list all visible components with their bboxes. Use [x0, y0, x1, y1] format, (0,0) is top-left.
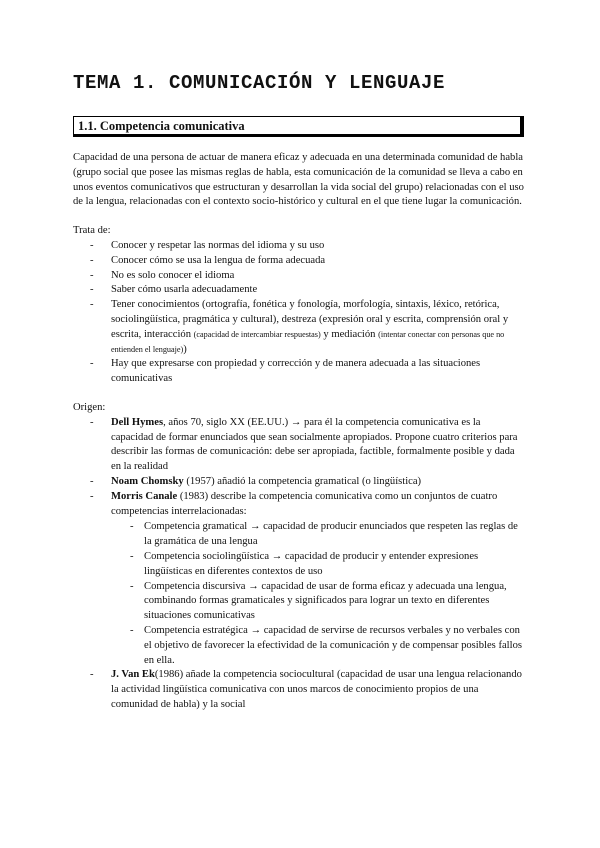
section-heading-box: [73, 116, 524, 137]
document-body: [73, 151, 525, 713]
page-title: TEMA 1. COMUNICACIÓN Y LENGUAJE: [73, 72, 446, 94]
intro-paragraph: Capacidad de una persona de actuar de manera eficaz y adecuada en una determinada comunidad de habla (grupo social que posee las mismas reglas de habla, esta comunicación de la comunidad se lleva a cabo en unos eventos comunicativos que estructuran y desarrollan la vida social del grupo) relacionadas con el uso de la lengua, relacionadas con el contexto socio-histórico y cultural en el que tiene lugar la comunicación.: [73, 152, 524, 208]
sub-list-item: - Competencia estratégica → capacidad de servirse de recursos verbales y no verbales con el objetivo de favorecer la efectividad de la comunicación y de compensar posibles fallos en ella.: [73, 624, 525, 668]
list-item: [73, 298, 525, 357]
list-item: - Hay que expresarse con propiedad y corrección y de manera adecuada a las situaciones comunicativas: [73, 357, 525, 387]
competencias-list: [73, 520, 525, 668]
author-name: Morris Canale: [111, 490, 178, 502]
author-name: Dell Hymes: [111, 416, 164, 428]
author-name: J. Van Ek: [111, 669, 155, 681]
list-item: - Conocer y respetar las normas del idioma y su uso: [73, 239, 525, 254]
sub-list-item: - Competencia sociolingüística → capacidad de producir y entender expresiones lingüísticas en diferentes contextos de uso: [73, 550, 525, 580]
trata-heading: Trata de:: [73, 225, 111, 237]
item5-main: Tener conocimientos (ortografía, fonética y fonología, morfología, sintaxis, léxico, retórica, sociolingüística, pragmática y cultural), destreza (expresión oral y escrita, comprensión oral y escrita, interacción: [111, 299, 509, 340]
author-text: (1986) añade la competencia sociocultural (capacidad de usar una lengua relacionando la actividad lingüística comunicativa con unos marcos de conocimiento propios de una comunidad de habla) y la social: [111, 669, 522, 710]
list-item-canale: [73, 490, 525, 520]
item5-end: ): [183, 343, 187, 355]
section-heading: 1.1. Competencia comunicativa: [78, 119, 245, 133]
list-item-hymes: [73, 416, 525, 475]
list-item-vanek: [73, 668, 525, 712]
author-text: , años 70, siglo XX (EE.UU.) → para él la competencia comunicativa es la capacidad de formar enunciados que sean socialmente apropiados. Propone cuatro criterios para describir las formas de comunicación: debe ser apropiada, factible, formalmente posible y dada en la realidad: [111, 416, 518, 473]
sub-list-item: - Competencia gramatical → capacidad de producir enunciados que respeten las reglas de la gramática de una lengua: [73, 520, 525, 550]
list-item: - No es solo conocer el idioma: [73, 269, 525, 284]
item5-mid: y mediación: [320, 328, 379, 340]
list-item-chomsky: [73, 475, 525, 490]
list-item: - Conocer cómo se usa la lengua de forma adecuada: [73, 254, 525, 269]
trata-list: [73, 239, 525, 387]
item5-note-2: (intentar conectar con personas que no entienden el lenguaje): [111, 329, 505, 354]
author-text: (1957) añadió la competencia gramatical (o lingüística): [183, 475, 422, 487]
origen-list-cont: [73, 668, 525, 712]
origen-heading: Origen:: [73, 401, 106, 413]
author-name: Noam Chomsky: [111, 475, 184, 487]
sub-list-item: - Competencia discursiva → capacidad de usar de forma eficaz y adecuada una lengua, combinando formas gramaticales y significados para lograr un texto en diferentes situaciones comunicativas: [73, 580, 525, 624]
list-item: - Saber cómo usarla adecuadamente: [73, 283, 525, 298]
origen-list: [73, 416, 525, 520]
author-text: (1983) describe la competencia comunicativa como un conjuntos de cuatro competencias interrelacionadas:: [111, 490, 498, 517]
item5-note-1: (capacidad de intercambiar respuestas): [193, 329, 321, 339]
